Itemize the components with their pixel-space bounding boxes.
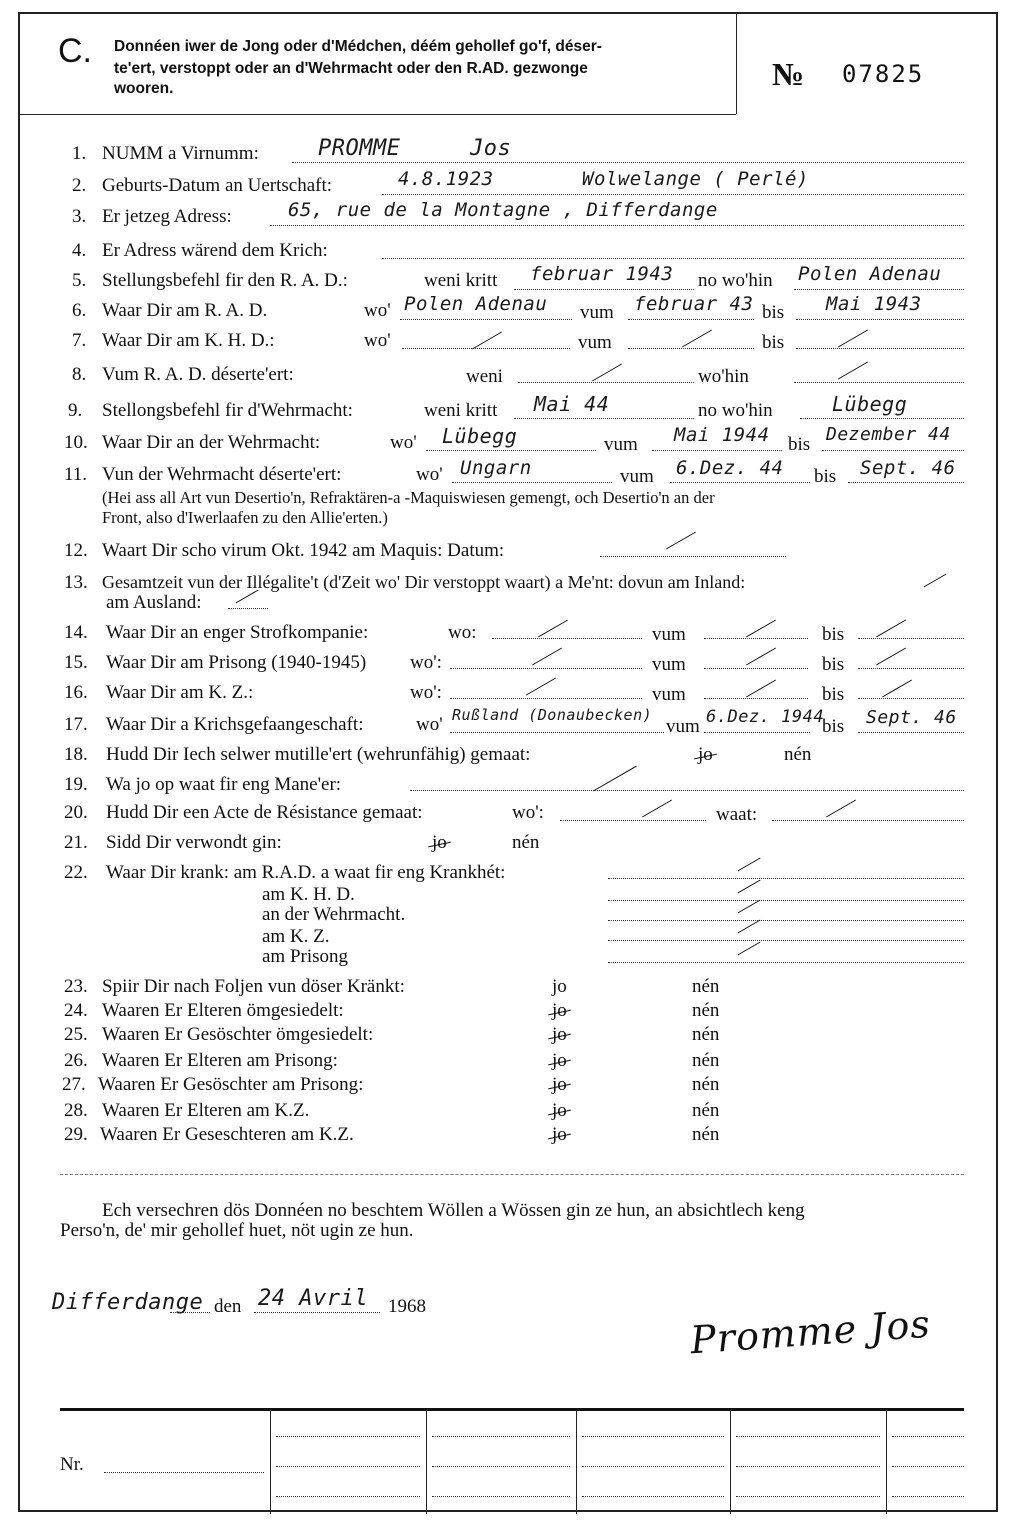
word: weni kritt bbox=[424, 270, 498, 291]
row-number: 25. bbox=[64, 1024, 88, 1045]
yes-option-struck: jo bbox=[552, 1124, 567, 1145]
word: vum bbox=[578, 332, 612, 353]
row-number: 24. bbox=[64, 1000, 88, 1021]
wehrmacht-from: Mai 1944 bbox=[674, 424, 770, 446]
dotted-line bbox=[492, 638, 642, 639]
yes-option-struck: jo bbox=[552, 1000, 567, 1021]
desert-to: Sept. 46 bbox=[860, 457, 956, 479]
dotted-line bbox=[796, 348, 964, 349]
header-bottom-rule bbox=[20, 114, 736, 115]
rad-order-date: februar 1943 bbox=[530, 263, 674, 285]
rad-where: Polen Adenau bbox=[404, 293, 548, 315]
row-number: 20. bbox=[64, 802, 88, 823]
name-label: NUMM a Virnumm: bbox=[102, 143, 259, 164]
dotted-line bbox=[432, 1436, 570, 1437]
word: wo' bbox=[390, 432, 417, 453]
word: weni bbox=[466, 366, 503, 387]
section-separator bbox=[60, 1174, 964, 1175]
form-number: 07825 bbox=[842, 60, 925, 88]
dotted-line bbox=[772, 820, 964, 821]
header-title-line1: Donnéen iwer de Jong oder d'Médchen, déém gehollef go'f, déser- bbox=[114, 38, 602, 55]
wehrmacht-to: Dezember 44 bbox=[826, 424, 951, 445]
war-address-label: Er Adress wärend dem Krich: bbox=[102, 240, 328, 261]
dotted-line bbox=[892, 1436, 964, 1437]
dotted-line bbox=[426, 450, 596, 451]
yes-option-struck: jo bbox=[552, 1100, 567, 1121]
dotted-line bbox=[432, 1496, 570, 1497]
parents-prison-label: Waaren Er Elteren am Prisong: bbox=[102, 1050, 338, 1071]
row-number: 21. bbox=[64, 832, 88, 853]
pow-from: 6.Dez. 1944 bbox=[706, 707, 825, 727]
illness-sub-wehrmacht: an der Wehrmacht. bbox=[262, 904, 406, 925]
no-option: nén bbox=[692, 1074, 720, 1095]
rad-order-label: Stellungsbefehl fir den R. A. D.: bbox=[102, 270, 348, 291]
rad-order-place: Polen Adenau bbox=[798, 263, 942, 285]
yes-option-struck: jo bbox=[432, 832, 447, 853]
dotted-line bbox=[736, 1436, 880, 1437]
no-option: nén bbox=[692, 976, 720, 997]
word: bis bbox=[822, 654, 845, 675]
dotted-line bbox=[450, 698, 642, 699]
row-number: 11. bbox=[64, 464, 88, 485]
dotted-line bbox=[104, 1472, 264, 1473]
header-title-line3: wooren. bbox=[114, 80, 174, 97]
dotted-line bbox=[276, 1436, 420, 1437]
pow-where: Rußland (Donaubecken) bbox=[452, 706, 653, 724]
row-number: 8. bbox=[72, 364, 87, 385]
word: wo' bbox=[364, 300, 391, 321]
row-number: 6. bbox=[72, 300, 87, 321]
row-number: 15. bbox=[64, 652, 88, 673]
illness-sub-kz: am K. Z. bbox=[262, 926, 330, 947]
dotted-line bbox=[858, 638, 964, 639]
word: bis bbox=[762, 332, 785, 353]
dotted-line bbox=[794, 382, 964, 383]
dotted-line bbox=[858, 732, 964, 733]
row-number: 26. bbox=[64, 1050, 88, 1071]
illegal-time-label: Gesamtzeit vun der Illégalite't (d'Zeit wo' Dir verstoppt waart) a Me'nt: dovun am Inland: bbox=[102, 572, 746, 592]
rad-label: Waar Dir am R. A. D. bbox=[102, 300, 268, 321]
khd-label: Waar Dir am K. H. D.: bbox=[102, 330, 275, 351]
dotted-line bbox=[704, 732, 810, 733]
row-number: 2. bbox=[72, 175, 87, 196]
dotted-line bbox=[514, 418, 694, 419]
mutilation-how-label: Wa jo op waat fir eng Mane'er: bbox=[106, 774, 342, 795]
row-number: 29. bbox=[64, 1124, 88, 1145]
siblings-prison-label: Waaren Er Gesöschter am Prisong: bbox=[98, 1074, 364, 1095]
header-divider bbox=[736, 14, 737, 114]
word: bis bbox=[822, 716, 845, 737]
declaration-line2: Perso'n, de' mir gehollef huet, nöt ugin ze hun. bbox=[60, 1220, 414, 1241]
dotted-line bbox=[432, 1466, 570, 1467]
resistance-label: Hudd Dir een Acte de Résistance gemaat: bbox=[106, 802, 423, 823]
dotted-line bbox=[410, 790, 964, 791]
signing-date: 24 Avril bbox=[258, 1286, 368, 1311]
word: vum bbox=[666, 716, 700, 737]
word: vum bbox=[652, 684, 686, 705]
parents-resettled-label: Waaren Er Elteren ömgesiedelt: bbox=[102, 1000, 344, 1021]
wehrmacht-order-label: Stellongsbefehl fir d'Wehrmacht: bbox=[102, 400, 353, 421]
birth-label: Geburts-Datum an Uertschaft: bbox=[102, 175, 333, 196]
word: bis bbox=[822, 624, 845, 645]
row-number: 19. bbox=[64, 774, 88, 795]
parents-kz-label: Waaren Er Elteren am K.Z. bbox=[102, 1100, 310, 1121]
dotted-line bbox=[276, 1466, 420, 1467]
desertion-note-2: Front, also d'Iwerlaafen zu den Allie'erten.) bbox=[102, 508, 388, 527]
no-option: nén bbox=[692, 1000, 720, 1021]
dotted-line bbox=[450, 732, 664, 733]
footer-top-rule bbox=[60, 1408, 964, 1411]
word: waat: bbox=[716, 804, 758, 825]
row-number: 9. bbox=[68, 400, 83, 421]
signature: Promme Jos bbox=[688, 1301, 933, 1363]
row-number: 18. bbox=[64, 744, 88, 765]
no-option: nén bbox=[692, 1050, 720, 1071]
illness-sub-prison: am Prisong bbox=[262, 946, 349, 967]
dotted-line bbox=[450, 668, 642, 669]
dotted-line bbox=[514, 289, 694, 290]
number-symbol: № bbox=[772, 56, 805, 92]
dotted-line bbox=[858, 668, 964, 669]
word: wo: bbox=[448, 622, 477, 643]
birth-place-value: Wolwelange ( Perlé) bbox=[582, 168, 809, 190]
dotted-line bbox=[796, 319, 964, 320]
dotted-line bbox=[628, 319, 754, 320]
word: bis bbox=[762, 302, 785, 323]
footer-divider bbox=[730, 1410, 731, 1514]
word: wo'hin bbox=[698, 366, 749, 387]
abroad-label: am Ausland: bbox=[106, 592, 202, 613]
rad-to: Mai 1943 bbox=[826, 293, 922, 315]
address-label: Er jetzeg Adress: bbox=[102, 206, 232, 227]
desert-from: 6.Dez. 44 bbox=[676, 457, 784, 479]
birth-line bbox=[382, 194, 964, 195]
dotted-line bbox=[582, 1436, 724, 1437]
illness-label: Waar Dir krank: am R.A.D. a waat fir eng Krankhét: bbox=[106, 862, 506, 883]
row-number: 12. bbox=[64, 540, 88, 561]
dotted-line bbox=[582, 1496, 724, 1497]
dotted-line bbox=[582, 1466, 724, 1467]
pow-label: Waar Dir a Krichsgefaangeschaft: bbox=[106, 714, 364, 735]
word: vum bbox=[652, 654, 686, 675]
yes-option-struck: jo bbox=[552, 1050, 567, 1071]
word: bis bbox=[788, 434, 811, 455]
mutilation-label: Hudd Dir Iech selwer mutille'ert (wehrunfähig) gemaat: bbox=[106, 744, 531, 765]
penal-company-label: Waar Dir an enger Strofkompanie: bbox=[106, 622, 369, 643]
yes-option-struck: jo bbox=[552, 1074, 567, 1095]
wehrmacht-desert-label: Vun der Wehrmacht déserte'ert: bbox=[102, 464, 342, 485]
row-number: 28. bbox=[64, 1100, 88, 1121]
row-number: 4. bbox=[72, 240, 87, 261]
illness-sub-khd: am K. H. D. bbox=[262, 884, 355, 905]
dotted-line bbox=[704, 668, 808, 669]
address-value: 65, rue de la Montagne , Differdange bbox=[288, 199, 718, 221]
dotted-line bbox=[608, 900, 964, 901]
row-number: 23. bbox=[64, 976, 88, 997]
dotted-line bbox=[736, 1466, 880, 1467]
header-title-line2: te'ert, verstoppt oder an d'Wehrmacht oder den R.AD. gezwonge bbox=[114, 60, 588, 77]
no-option: nén bbox=[692, 1024, 720, 1045]
name-line bbox=[292, 162, 964, 163]
wehrmacht-label: Waar Dir an der Wehrmacht: bbox=[102, 432, 321, 453]
word: wo' bbox=[364, 330, 391, 351]
desertion-note-1: (Hei ass all Art vun Desertio'n, Refraktären-a -Maquiswiesen gemengt, och Desertio'n an der bbox=[102, 488, 715, 507]
footer-divider bbox=[270, 1410, 271, 1514]
dotted-line bbox=[254, 1312, 380, 1313]
dotted-line bbox=[892, 1466, 964, 1467]
row-number: 14. bbox=[64, 622, 88, 643]
row-number: 13. bbox=[64, 572, 88, 593]
yes-option-struck: jo bbox=[552, 1024, 567, 1045]
dotted-line bbox=[858, 698, 964, 699]
word: weni kritt bbox=[424, 400, 498, 421]
dotted-line bbox=[608, 940, 964, 941]
dotted-line bbox=[736, 1496, 880, 1497]
nr-label: Nr. bbox=[60, 1454, 84, 1475]
no-option: nén bbox=[692, 1100, 720, 1121]
desert-where: Ungarn bbox=[460, 457, 532, 479]
word: wo': bbox=[512, 802, 544, 823]
address-line bbox=[270, 225, 964, 226]
row-number: 27. bbox=[62, 1074, 86, 1095]
dotted-line bbox=[170, 1312, 210, 1313]
dotted-line bbox=[608, 962, 964, 963]
dotted-line bbox=[892, 1496, 964, 1497]
dotted-line bbox=[228, 608, 268, 609]
prison-label: Waar Dir am Prisong (1940-1945) bbox=[106, 652, 367, 673]
signing-year: 1968 bbox=[388, 1296, 426, 1317]
dotted-line bbox=[452, 482, 612, 483]
word: vum bbox=[620, 466, 654, 487]
no-option: nén bbox=[784, 744, 812, 765]
dotted-line bbox=[704, 698, 808, 699]
birth-date-value: 4.8.1923 bbox=[398, 168, 494, 190]
word: vum bbox=[604, 434, 638, 455]
firstname-value: Jos bbox=[470, 136, 512, 161]
yes-option: jo bbox=[552, 976, 567, 997]
rad-desert-label: Vum R. A. D. déserte'ert: bbox=[102, 364, 294, 385]
row-number: 5. bbox=[72, 270, 87, 291]
wehrmacht-order-date: Mai 44 bbox=[534, 392, 610, 416]
row-number: 16. bbox=[64, 682, 88, 703]
word: bis bbox=[814, 466, 837, 487]
declaration-line1: Ech versechren dös Donnéen no beschtem Wöllen a Wössen gin ze hun, an absichtlech keng bbox=[102, 1200, 805, 1221]
no-option: nén bbox=[512, 832, 540, 853]
dotted-line bbox=[794, 289, 964, 290]
kz-label: Waar Dir am K. Z.: bbox=[106, 682, 254, 703]
war-address-line bbox=[382, 258, 964, 259]
consequences-label: Spiir Dir nach Foljen vun döser Kränkt: bbox=[102, 976, 405, 997]
row-number: 17. bbox=[64, 714, 88, 735]
footer-divider bbox=[426, 1410, 427, 1514]
word: wo': bbox=[410, 652, 442, 673]
word: vum bbox=[652, 624, 686, 645]
word: wo': bbox=[410, 682, 442, 703]
dotted-line bbox=[518, 382, 694, 383]
siblings-resettled-label: Waaren Er Gesöschter ömgesiedelt: bbox=[102, 1024, 374, 1045]
wehrmacht-order-place: Lübegg bbox=[832, 392, 908, 416]
dotted-line bbox=[560, 820, 706, 821]
word: wo' bbox=[416, 464, 443, 485]
row-number: 22. bbox=[64, 862, 88, 883]
dotted-line bbox=[628, 348, 754, 349]
den-label: den bbox=[214, 1296, 242, 1317]
word: no wo'hin bbox=[698, 400, 773, 421]
row-number: 10. bbox=[64, 432, 88, 453]
dotted-line bbox=[704, 638, 808, 639]
row-number: 3. bbox=[72, 206, 87, 227]
word: wo' bbox=[416, 714, 443, 735]
rad-from: februar 43 bbox=[634, 293, 754, 315]
surname-value: PROMME bbox=[318, 136, 401, 161]
row-number: 1. bbox=[72, 143, 87, 164]
word: no wo'hin bbox=[698, 270, 773, 291]
row-number: 7. bbox=[72, 330, 87, 351]
word: bis bbox=[822, 684, 845, 705]
dotted-line bbox=[670, 482, 810, 483]
word: vum bbox=[580, 302, 614, 323]
dotted-line bbox=[652, 450, 782, 451]
dotted-line bbox=[276, 1496, 420, 1497]
dotted-line bbox=[822, 450, 964, 451]
wehrmacht-where: Lübegg bbox=[442, 424, 518, 448]
section-letter: C. bbox=[58, 32, 92, 70]
dotted-line bbox=[608, 878, 964, 879]
footer-divider bbox=[576, 1410, 577, 1514]
dotted-line bbox=[400, 319, 572, 320]
signing-place: Differdange bbox=[52, 1290, 204, 1315]
no-option: nén bbox=[692, 1124, 720, 1145]
footer-divider bbox=[886, 1410, 887, 1514]
wounded-label: Sidd Dir verwondt gin: bbox=[106, 832, 282, 853]
dotted-line bbox=[608, 920, 964, 921]
siblings-kz-label: Waaren Er Geseschteren am K.Z. bbox=[100, 1124, 354, 1145]
dotted-line bbox=[848, 482, 964, 483]
dotted-line bbox=[800, 418, 964, 419]
yes-option-struck: jo bbox=[698, 744, 713, 765]
dotted-line bbox=[402, 348, 570, 349]
maquis-label: Waart Dir scho virum Okt. 1942 am Maquis: Datum: bbox=[102, 540, 505, 561]
pow-to: Sept. 46 bbox=[866, 707, 957, 728]
dotted-line bbox=[600, 556, 786, 557]
